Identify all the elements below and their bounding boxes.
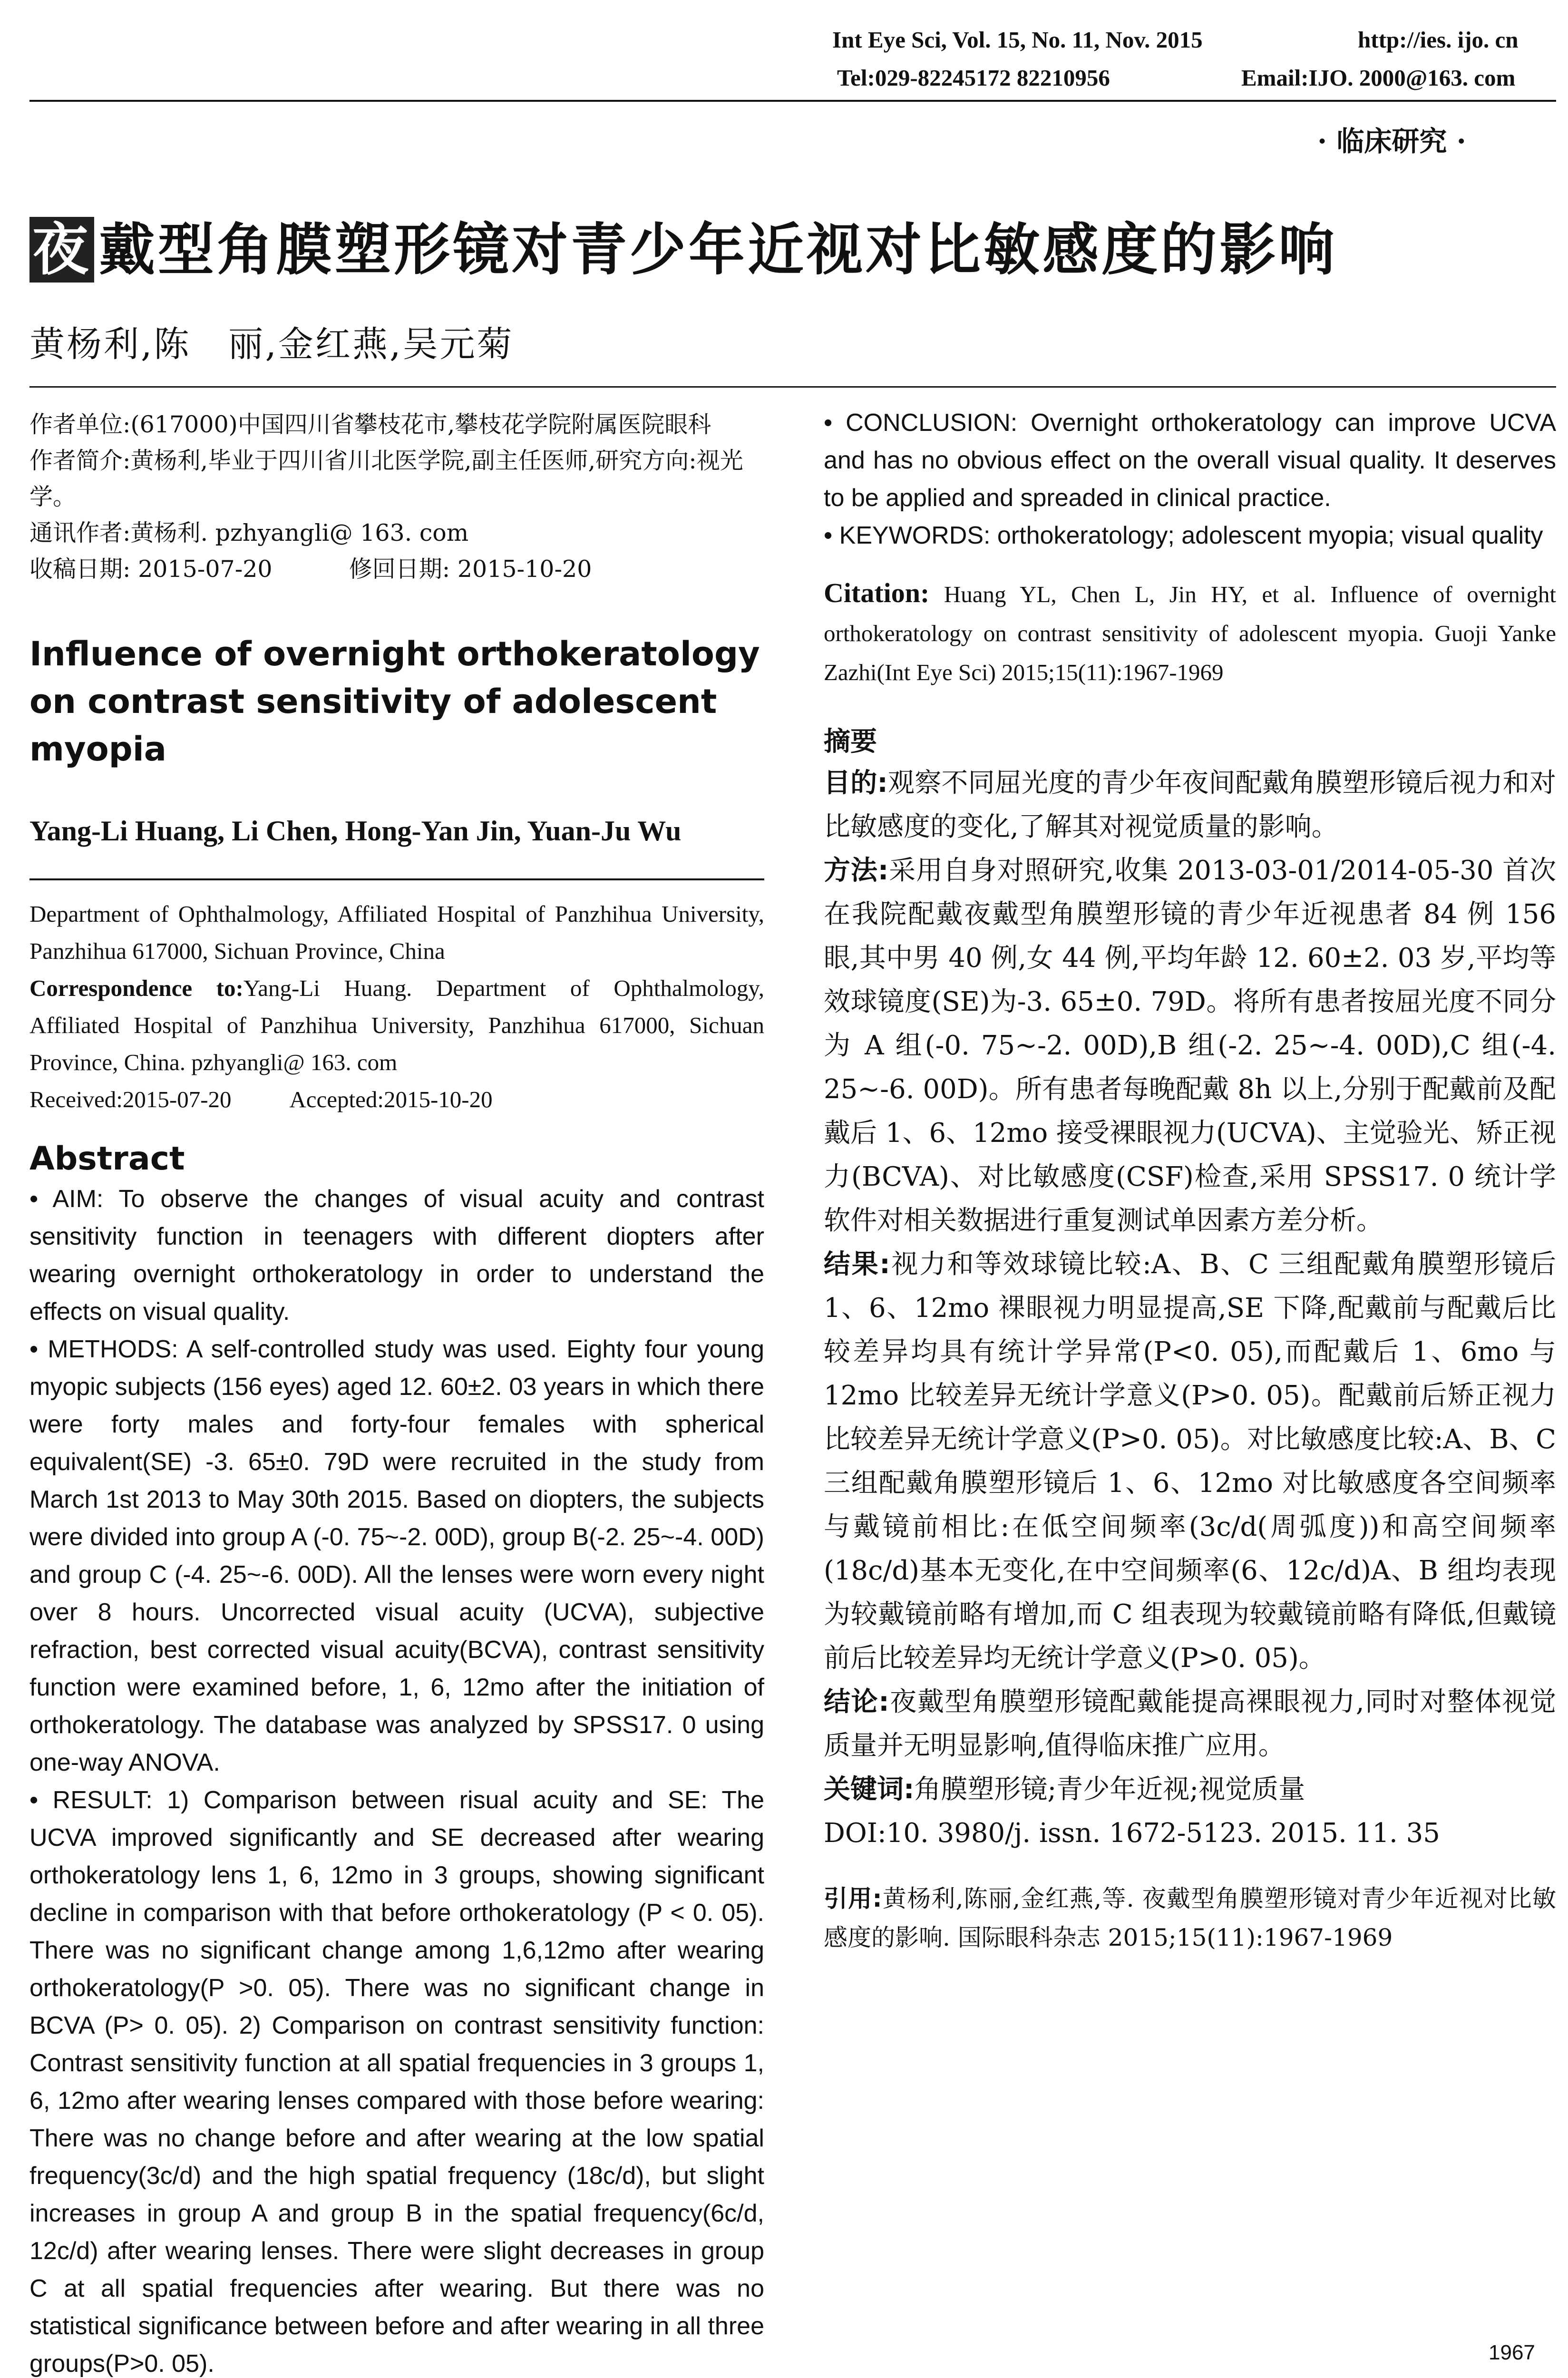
journal-email[interactable]: Email:IJO. 2000@163. com bbox=[1241, 65, 1516, 91]
zh-citation-label: 引用: bbox=[824, 1885, 882, 1912]
citation-label: Citation: bbox=[824, 577, 930, 608]
affiliation-en: Department of Ophthalmology, Affiliated Hospital of Panzhihua University, Panzhihua 617000, Sichuan Province, China bbox=[29, 901, 764, 964]
author-bio: 作者简介:黄杨利,毕业于四川省川北医学院,副主任医师,研究方向:视光学。 bbox=[29, 447, 743, 510]
citation-en bbox=[824, 574, 1556, 692]
received-en: Received:2015-07-20 bbox=[29, 1086, 232, 1112]
journal-tel: Tel:029-82245172 82210956 bbox=[837, 65, 1110, 91]
zh-conclusion-text: 夜戴型角膜塑形镜配戴能提高裸眼视力,同时对整体视觉质量并无明显影响,值得临床推广应用。 bbox=[824, 1686, 1556, 1761]
left-column bbox=[29, 407, 764, 2378]
zh-aim-text: 观察不同屈光度的青少年夜间配戴角膜塑形镜后视力和对比敏感度的变化,了解其对视觉质量的影响。 bbox=[824, 768, 1556, 842]
authors-en: Yang-Li Huang, Li Chen, Hong-Yan Jin, Yuan-Ju Wu bbox=[29, 815, 682, 847]
abstract-aim: • AIM: To observe the changes of visual acuity and contrast sensitivity function in teenagers with different diopters after wearing overnight orthokeratology in order to understand the effects on visual quality. bbox=[29, 1185, 764, 1325]
abstract-zh bbox=[824, 761, 1556, 1957]
right-column bbox=[824, 404, 1556, 1957]
correspondence-en bbox=[29, 970, 764, 1081]
abstract-en-left bbox=[29, 1180, 764, 2378]
zh-result bbox=[824, 1243, 1556, 1680]
zh-conclusion-label: 结论: bbox=[824, 1686, 889, 1717]
zh-keywords bbox=[824, 1768, 1556, 1812]
zh-result-label: 结果: bbox=[824, 1249, 890, 1280]
abstract-methods: • METHODS: A self-controlled study was used. Eighty four young myopic subjects (156 eyes) aged 12. 60±2. 03 years in which there were forty males and forty-four females with spherical equivalent(SE) -3. 65±0. 79D were recruited in the study from March 1st 2013 to May 30th 2015. Based on diopters, the subjects were divided into group A (-0. 75~-2. 00D), group B(-2. 25~-4. 00D) and group C (-4. 25~-6. 00D). All the lenses were worn every night over 8 hours. Uncorrected visual acuity (UCVA), subjective refraction, best corrected visual acuity(BCVA), contrast sensitivity function were examined before, 1, 6, 12mo after the initiation of orthokeratology. The database was analyzed by SPSS17. 0 using one-way ANOVA. bbox=[29, 1335, 764, 1776]
title-zh-text: 戴型角膜塑形镜对青少年近视对比敏感度的影响 bbox=[99, 217, 1338, 283]
citation-text: Huang YL, Chen L, Jin HY, et al. Influence of overnight orthokeratology on contrast sensitivity of adolescent myopia. Guoji Yanke Zazhi(Int Eye Sci) 2015;15(11):1967-1969 bbox=[824, 581, 1557, 685]
zh-aim-label: 目的: bbox=[824, 768, 888, 799]
journal-url[interactable]: http://ies. ijo. cn bbox=[1358, 27, 1519, 53]
received-zh: 收稿日期: 2015-07-20 bbox=[29, 556, 273, 583]
authors-rule bbox=[29, 878, 764, 880]
abstract-heading: Abstract bbox=[29, 1140, 185, 1178]
revised-zh: 修回日期: 2015-10-20 bbox=[349, 556, 592, 583]
zh-methods-label: 方法: bbox=[824, 855, 889, 886]
accepted-en: Accepted:2015-10-20 bbox=[289, 1086, 493, 1112]
zh-citation bbox=[824, 1879, 1556, 1957]
zh-abstract-heading: 摘要 bbox=[824, 726, 877, 757]
title-en: Influence of overnight orthokeratology on contrast sensitivity of adolescent myopia bbox=[29, 634, 760, 769]
title-rule bbox=[29, 386, 1556, 388]
zh-methods-text: 采用自身对照研究,收集 2013-03-01/2014-05-30 首次在我院配戴夜戴型角膜塑形镜的青少年近视患者 84 例 156 眼,其中男 40 例,女 44 例,平均年龄 12. 60±2. 03 岁,平均等效球镜度(SE)为-3. 65±0. 79D。将所有患者按屈光度不同分为 A 组(-0. 75~-2. 00D),B 组(-2. 25~-4. 00D),C 组(-4. 25~-6. 00D)。所有患者每晚配戴 8h 以上,分别于配戴前及配戴后 1、6、12mo 接受裸眼视力(UCVA)、主觉验光、矫正视力(BCVA)、对比敏感度(CSF)检查,采用 SPSS17. 0 统计学软件对相关数据进行重复测试单因素方差分析。 bbox=[824, 855, 1556, 1236]
meta-zh bbox=[29, 407, 764, 587]
zh-aim bbox=[824, 761, 1556, 849]
doi: DOI:10. 3980/j. issn. 1672-5123. 2015. 11. 35 bbox=[824, 1818, 1440, 1849]
zh-keywords-text: 角膜塑形镜;青少年近视;视觉质量 bbox=[914, 1774, 1305, 1805]
zh-citation-text: 黄杨利,陈丽,金红燕,等. 夜戴型角膜塑形镜对青少年近视对比敏感度的影响. 国际眼科杂志 2015;15(11):1967-1969 bbox=[824, 1885, 1556, 1951]
corresponding-author: 通讯作者:黄杨利. pzhyangli@ 163. com bbox=[29, 519, 469, 546]
author-unit: 作者单位:(617000)中国四川省攀枝花市,攀枝花学院附属医院眼科 bbox=[29, 411, 711, 438]
correspondence-text: Yang-Li Huang. Department of Ophthalmology, Affiliated Hospital of Panzhihua University, Panzhihua 617000, Sichuan Province, China. pzhyangli@ 163. com bbox=[29, 975, 764, 1075]
abstract-en-right bbox=[824, 404, 1556, 555]
zh-methods bbox=[824, 849, 1556, 1243]
zh-keywords-label: 关键词: bbox=[824, 1774, 915, 1805]
authors-zh: 黄杨利,陈 丽,金红燕,吴元菊 bbox=[29, 324, 514, 365]
abstract-result: • RESULT: 1) Comparison between risual acuity and SE: The UCVA improved significantly and SE decreased after wearing orthokeratology lens 1, 6, 12mo in 3 groups, showing significant decline in comparison with that before orthokeratology (P < 0. 05). There was no significant change among 1,6,12mo after wearing orthokeratology(P >0. 05). There was no significant change in BCVA (P> 0. 05). 2) Comparison on contrast sensitivity function: Contrast sensitivity function at all spatial frequencies in 3 groups 1, 6, 12mo after wearing lenses compared with those before wearing: There was no change before and after wearing at the low spatial frequency(3c/d) and the high spatial frequency (18c/d), but slight increases in group A and group B in the spatial frequency(6c/d, 12c/d) after wearing lenses. There were slight decreases in group C at all spatial frequencies after wearing. But there was no statistical significance between before and after wearing in all three groups(P>0. 05). bbox=[29, 1786, 764, 2378]
affiliation-block bbox=[29, 896, 764, 1118]
abstract-keywords: • KEYWORDS: orthokeratology; adolescent myopia; visual quality bbox=[824, 522, 1543, 549]
header-rule bbox=[29, 100, 1556, 102]
dates-zh bbox=[29, 551, 764, 587]
zh-result-text: 视力和等效球镜比较:A、B、C 三组配戴角膜塑形镜后 1、6、12mo 裸眼视力明显提高,SE 下降,配戴前与配戴后比较差异均具有统计学异常(P<0. 05),而配戴后 1、6mo 与 12mo 比较差异无统计学意义(P>0. 05)。配戴前后矫正视力比较差异无统计学意义(P>0. 05)。对比敏感度比较:A、B、C 三组配戴角膜塑形镜后 1、6、12mo 对比敏感度各空间频率与戴镜前相比:在低空间频率(3c/d(周弧度))和高空间频率(18c/d)基本无变化,在中空间频率(6、12c/d)A、B 组均表现为较戴镜前略有增加,而 C 组表现为较戴镜前略有降低,但戴镜前后比较差异均无统计学意义(P>0. 05)。 bbox=[824, 1249, 1556, 1674]
title-first-char: 夜 bbox=[29, 217, 94, 283]
title-zh bbox=[29, 205, 1337, 285]
journal-line: Int Eye Sci, Vol. 15, No. 11, Nov. 2015 bbox=[832, 27, 1203, 53]
abstract-conclusion: • CONCLUSION: Overnight orthokeratology can improve UCVA and has no obvious effect on the overall visual quality. It deserves to be applied and spreaded in clinical practice. bbox=[824, 409, 1556, 512]
correspondence-label: Correspondence to: bbox=[29, 975, 243, 1001]
page-number: 1967 bbox=[1489, 2341, 1535, 2364]
zh-conclusion bbox=[824, 1680, 1556, 1768]
dates-en bbox=[29, 1081, 764, 1118]
section-tag: · 临床研究 · bbox=[1317, 125, 1466, 157]
